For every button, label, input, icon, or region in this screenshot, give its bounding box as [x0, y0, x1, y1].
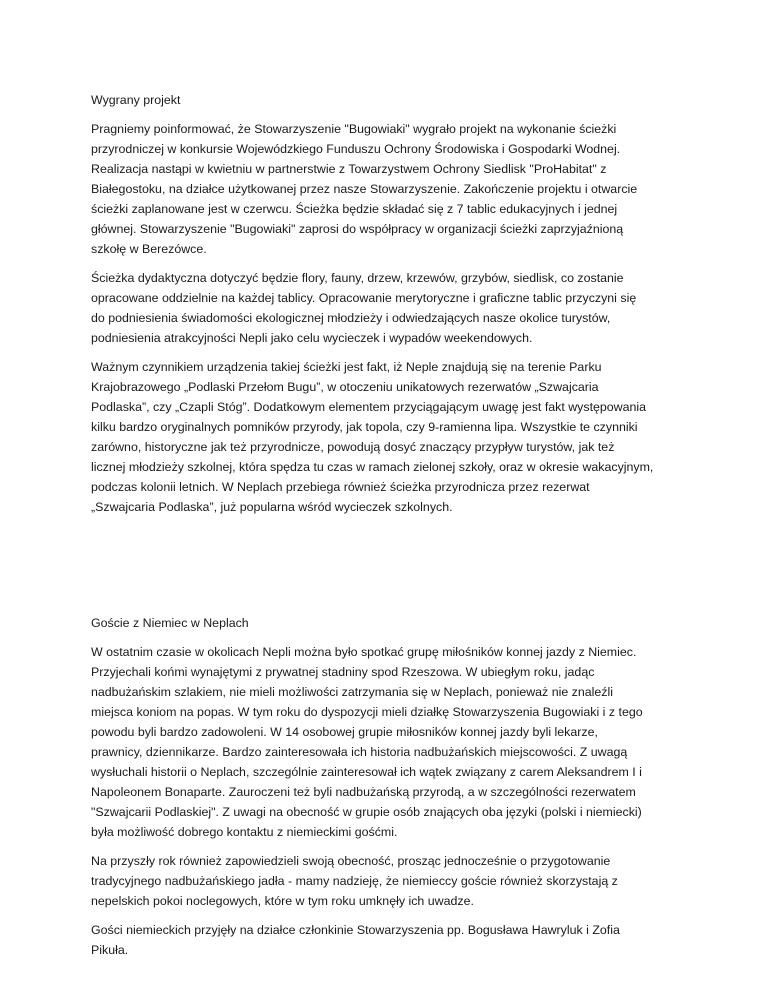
- text-line: tradycyjnego nadbużańskiego jadła - mamy nadzieję, że niemieccy goście również skorzystają z: [91, 874, 618, 888]
- text-line: Przyjechali końmi wynajętymi z prywatnej stadniny spod Rzeszowa. W ubiegłym roku, jadąc: [91, 665, 595, 679]
- text-line: szkołę w Berezówce.: [91, 242, 207, 256]
- document-page: [91, 90, 691, 969]
- text-line: Pikuła.: [91, 943, 129, 957]
- text-line: Na przyszły rok również zapowiedzieli swoją obecność, prosząc jednocześnie o przygotowanie: [91, 854, 611, 868]
- text-line: miejsca koniom na popas. W tym roku do dyspozycji mieli działkę Stowarzyszenia Bugowiaki i z tego: [91, 705, 643, 719]
- paragraph: [91, 119, 691, 259]
- text-line: Pragniemy poinformować, że Stowarzyszenie "Bugowiaki" wygrało projekt na wykonanie ścieżki: [91, 122, 617, 136]
- text-line: powodu byli bardzo zadowoleni. W 14 osobowej grupie miłosników konnej jazdy byli lekarze,: [91, 725, 598, 739]
- text-line: "Szwajcarii Podlaskiej". Z uwagi na obecność w grupie osób znających oba języki (polski i niemiecki): [91, 805, 642, 819]
- section-goscie-z-niemiec: [91, 613, 691, 960]
- text-line: kilku bardzo oryginalnych pomników przyrody, jak topola, czy 9-ramienna lipa. Wszystkie te czynniki: [91, 420, 638, 434]
- text-line: wysłuchali historii o Neplach, szczególnie zainteresował ich wątek związany z carem Aleksandrem I i: [91, 765, 642, 779]
- text-line: Realizacja nastąpi w kwietniu w partnerstwie z Towarzystwem Ochrony Siedlisk "ProHabitat" z: [91, 162, 607, 176]
- paragraph: [91, 642, 691, 842]
- text-line: głównej. Stowarzyszenie "Bugowiaki" zaprosi do współpracy w organizacji ścieżki zaprzyjaźnioną: [91, 222, 624, 236]
- text-line: Ścieżka dydaktyczna dotyczyć będzie flory, fauny, drzew, krzewów, grzybów, siedlisk, co zostanie: [91, 271, 624, 285]
- text-line: nepelskich pokoi noclegowych, które w tym roku umknęły ich uwadze.: [91, 894, 474, 908]
- text-line: licznej młodzieży szkolnej, która spędza tu czas w ramach zielonej szkoły, oraz w okresie wakacyjnym,: [91, 460, 654, 474]
- text-line: prawnicy, dziennikarze. Bardzo zainteresowała ich historia nadbużańskich miejscowości. Z uwagą: [91, 745, 628, 759]
- text-line: do podniesienia świadomości ekologicznej młodzieży i odwiedzających nasze okolice turystów,: [91, 311, 611, 325]
- section-wygrany-projekt: [91, 90, 691, 517]
- paragraph: [91, 357, 691, 517]
- paragraph: [91, 920, 691, 960]
- section-heading: Wygrany projekt: [91, 93, 181, 107]
- text-line: nadbużańskim szlakiem, nie mieli możliwości zatrzymania się w Neplach, ponieważ nie znaleźli: [91, 685, 613, 699]
- text-line: podczas kolonii letnich. W Neplach przebiega również ścieżka przyrodnicza przez rezerwat: [91, 480, 590, 494]
- text-line: „Szwajcaria Podlaska”, już popularna wśród wycieczek szkolnych.: [91, 500, 453, 514]
- paragraph: [91, 268, 691, 348]
- text-line: ścieżki zaplanowane jest w czerwcu. Ścieżka będzie składać się z 7 tablic edukacyjnych i jednej: [91, 202, 618, 216]
- text-line: podniesienia atrakcyjności Nepli jako celu wycieczek i wypadów weekendowych.: [91, 331, 533, 345]
- text-line: opracowane oddzielnie na każdej tablicy. Opracowanie merytoryczne i graficzne tablic przyczyni się: [91, 291, 637, 305]
- text-line: Białegostoku, na działce użytkowanej przez nasze Stowarzyszenie. Zakończenie projektu i otwarcie: [91, 182, 638, 196]
- section-heading: Goście z Niemiec w Neplach: [91, 616, 249, 630]
- text-line: Napoleonem Bonaparte. Zauroczeni też byli nadbużańską przyrodą, a w szczególności rezerwatem: [91, 785, 636, 799]
- text-line: W ostatnim czasie w okolicach Nepli można było spotkać grupę miłośników konnej jazdy z Niemiec.: [91, 645, 637, 659]
- text-line: zarówno, historyczne jak też przyrodnicze, powodują dosyć znaczący przypływ turystów, jak też: [91, 440, 615, 454]
- text-line: Gości niemieckich przyjęły na działce członkinie Stowarzyszenia pp. Bogusława Hawryluk i Zofia: [91, 923, 620, 937]
- text-line: Krajobrazowego „Podlaski Przełom Bugu”, w otoczeniu unikatowych rezerwatów „Szwajcaria: [91, 380, 599, 394]
- text-line: była możliwość dobrego kontaktu z niemieckimi gośćmi.: [91, 825, 398, 839]
- text-line: Ważnym czynnikiem urządzenia takiej ścieżki jest fakt, iż Neple znajdują się na terenie Parku: [91, 360, 602, 374]
- paragraph: [91, 851, 691, 911]
- text-line: przyrodniczej w konkursie Wojewódzkiego Funduszu Ochrony Środowiska i Gospodarki Wodnej.: [91, 142, 621, 156]
- text-line: Podlaska”, czy „Czapli Stóg”. Dodatkowym elementem przyciągającym uwagę jest fakt występowania: [91, 400, 647, 414]
